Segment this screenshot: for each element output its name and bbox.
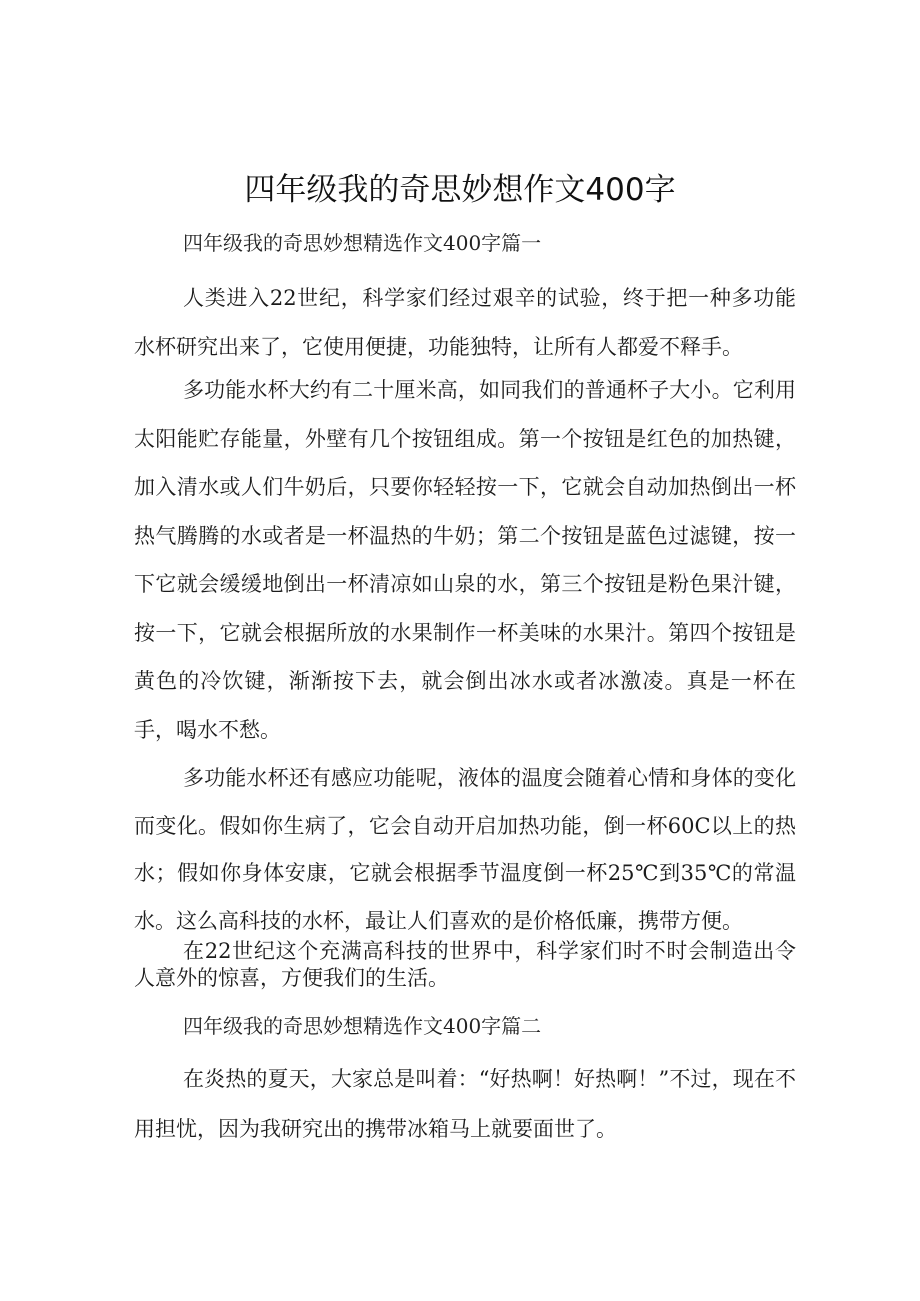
page-title: 四年级我的奇思妙想作文400字	[244, 172, 676, 208]
paragraph-4: 在22世纪这个充满高科技的世界中，科学家们时不时会制造出令人意外的惊喜，方便我们的生活。	[134, 939, 796, 990]
paragraph-5: 在炎热的夏天，大家总是叫着：“好热啊！好热啊！”不过，现在不用担忧，因为我研究出的携带冰箱马上就要面世了。	[134, 1067, 796, 1141]
paragraph-2: 多功能水杯大约有二十厘米高，如同我们的普通杯子大小。它利用太阳能贮存能量，外壁有几个按钮组成。第一个按钮是红色的加热键，加入清水或人们牛奶后，只要你轻轻按一下，它就会自动加热倒出一杯热气腾腾的水或者是一杯温热的牛奶；第二个按钮是蓝色过滤键，按一下它就会缓缓地倒出一杯清凉如山泉的水，第三个按钮是粉色果汁键，按一下，它就会根据所放的水果制作一杯美味的水果汁。第四个按钮是黄色的冷饮键，渐渐按下去，就会倒出冰水或者冰激凌。真是一杯在手，喝水不愁。	[134, 378, 796, 742]
paragraph-3: 多功能水杯还有感应功能呢，液体的温度会随着心情和身体的变化而变化。假如你生病了，它会自动开启加热功能，倒一杯60C以上的热水；假如你身体安康，它就会根据季节温度倒一杯25℃到35℃的常温水。这么高科技的水杯，最让人们喜欢的是价格低廉，携带方便。	[134, 766, 796, 933]
section-heading-1: 四年级我的奇思妙想精选作文400字篇一	[183, 231, 542, 255]
section-heading-2: 四年级我的奇思妙想精选作文400字篇二	[183, 1014, 542, 1038]
paragraph-1: 人类进入22世纪，科学家们经过艰辛的试验，终于把一种多功能水杯研究出来了，它使用便捷，功能独特，让所有人都爱不释手。	[134, 286, 796, 359]
